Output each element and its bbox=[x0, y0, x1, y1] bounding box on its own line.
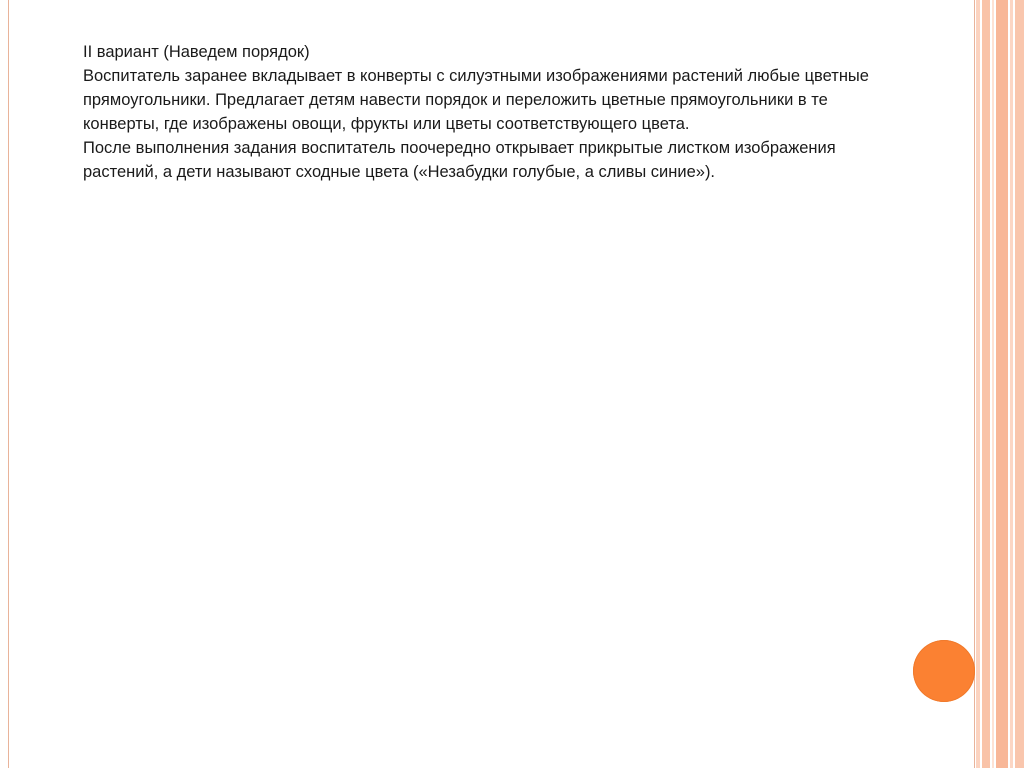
stripe bbox=[1015, 0, 1024, 768]
stripe bbox=[982, 0, 990, 768]
decorative-stripes bbox=[976, 0, 1024, 768]
paragraph-instructions: Воспитатель заранее вкладывает в конверты с силуэтными изображениями растений любые цветные прямоугольники. Предлагает детям навести порядок и переложить цветные прямоугольники в те конверты, где изображены овощи, фрукты или цветы соответствующего цвета. bbox=[83, 67, 869, 133]
decorative-orange-circle bbox=[913, 640, 975, 702]
stripe bbox=[976, 0, 980, 768]
slide-text-body bbox=[83, 40, 883, 184]
stripe bbox=[992, 0, 994, 768]
stripe bbox=[996, 0, 1008, 768]
paragraph-followup: После выполнения задания воспитатель поочередно открывает прикрытые листком изображения растений, а дети называют сходные цвета («Незабудки голубые, а сливы синие»). bbox=[83, 139, 836, 181]
stripe bbox=[1010, 0, 1013, 768]
slide-heading: II вариант (Наведем порядок) bbox=[83, 43, 310, 61]
